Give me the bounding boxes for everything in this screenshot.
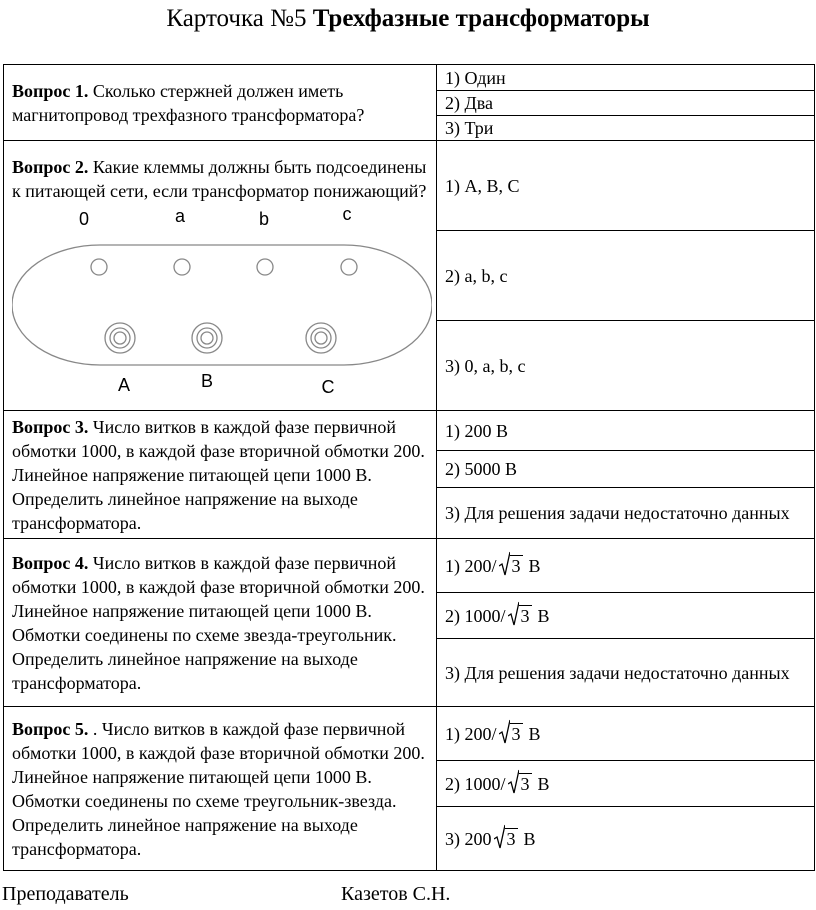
terminal-c (341, 259, 357, 275)
question-5-text: . Число витков в каждой фазе первичной обмотки 1000, в каждой фазе вторичной обмотки 200. Линейное напряжение питающей цепи 1000 В. Обмотки соединены по схеме треугольник-звезда. Определить линейное напряжение на выходе трансформатора. (12, 718, 425, 859)
question-5-answer-3: 3) 200 3 В (437, 807, 815, 871)
question-4 (4, 539, 437, 707)
teacher-role: Преподаватель (2, 883, 129, 905)
question-1-text: Сколько стержней должен иметь магнитопровод трехфазного трансформатора? (12, 80, 365, 125)
terminal-B (192, 323, 222, 353)
question-4-answer-3: 3) Для решения задачи недостаточно данных (437, 639, 815, 707)
terminal-label-B: B (200, 370, 214, 391)
question-3-answer-1: 1) 200 В (437, 411, 815, 451)
terminal-label-c: c (342, 206, 352, 224)
transformer-tank-outline (12, 245, 432, 365)
card-title (0, 2, 816, 36)
terminal-C (306, 323, 336, 353)
terminal-b (257, 259, 273, 275)
question-5-label: Вопрос 5. (12, 718, 89, 739)
question-2-answer-1: 1) А, В, С (437, 141, 815, 231)
teacher-name: Казетов С.Н. (341, 883, 451, 905)
question-4-answer-2: 2) 1000/ 3 В (437, 593, 815, 639)
question-1-answer-1: 1) Один (437, 65, 815, 91)
sqrt-symbol: 3 (494, 827, 518, 851)
terminal-label-A: A (117, 374, 131, 395)
question-2-answer-3: 3) 0, a, b, c (437, 321, 815, 411)
question-3-label: Вопрос 3. (12, 416, 89, 437)
question-3-answer-2: 2) 5000 В (437, 451, 815, 488)
terminal-label-a: a (174, 206, 186, 226)
question-1-label: Вопрос 1. (12, 80, 89, 101)
question-2 (4, 141, 437, 411)
question-1-answer-2: 2) Два (437, 91, 815, 116)
question-4-answer-1: 1) 200/ 3 В (437, 539, 815, 593)
question-3 (4, 411, 437, 539)
sqrt-symbol: 3 (508, 604, 532, 628)
terminal-label-b: b (258, 208, 270, 229)
sqrt-symbol: 3 (499, 722, 523, 746)
question-1 (4, 65, 437, 141)
question-2-answer-2: 2) a, b, c (437, 231, 815, 321)
terminal-label-C: C (321, 376, 335, 397)
question-2-text: Какие клеммы должны быть подсоединены к питающей сети, если трансформатор понижающий? (12, 156, 427, 201)
question-3-answer-3: 3) Для решения задачи недостаточно данных (437, 488, 815, 539)
card-title-subject: Трехфазные трансформаторы (312, 5, 650, 32)
terminal-diagram (12, 207, 432, 397)
card-title-prefix: Карточка №5 (166, 5, 307, 32)
question-5-answer-2: 2) 1000/ 3 В (437, 761, 815, 807)
question-3-text: Число витков в каждой фазе первичной обмотки 1000, в каждой фазе вторичной обмотки 200. Линейное напряжение питающей цепи 1000 В. Определить линейное напряжение на выходе трансформатора. (12, 416, 425, 533)
question-5-answer-1: 1) 200/ 3 В (437, 707, 815, 761)
sqrt-symbol: 3 (508, 772, 532, 796)
terminal-0 (91, 259, 107, 275)
question-2-label: Вопрос 2. (12, 156, 89, 177)
sqrt-symbol: 3 (499, 554, 523, 578)
terminal-A (105, 323, 135, 353)
terminal-label-0: 0 (78, 208, 90, 229)
question-5 (4, 707, 437, 871)
terminal-a (174, 259, 190, 275)
question-table (3, 64, 815, 871)
question-1-answer-3: 3) Три (437, 116, 815, 141)
question-4-text: Число витков в каждой фазе первичной обмотки 1000, в каждой фазе вторичной обмотки 200. Линейное напряжение питающей цепи 1000 В. Обмотки соединены по схеме звезда-треугольник. Определить линейное напряжение на выходе трансформатора. (12, 552, 425, 693)
question-4-label: Вопрос 4. (12, 552, 89, 573)
